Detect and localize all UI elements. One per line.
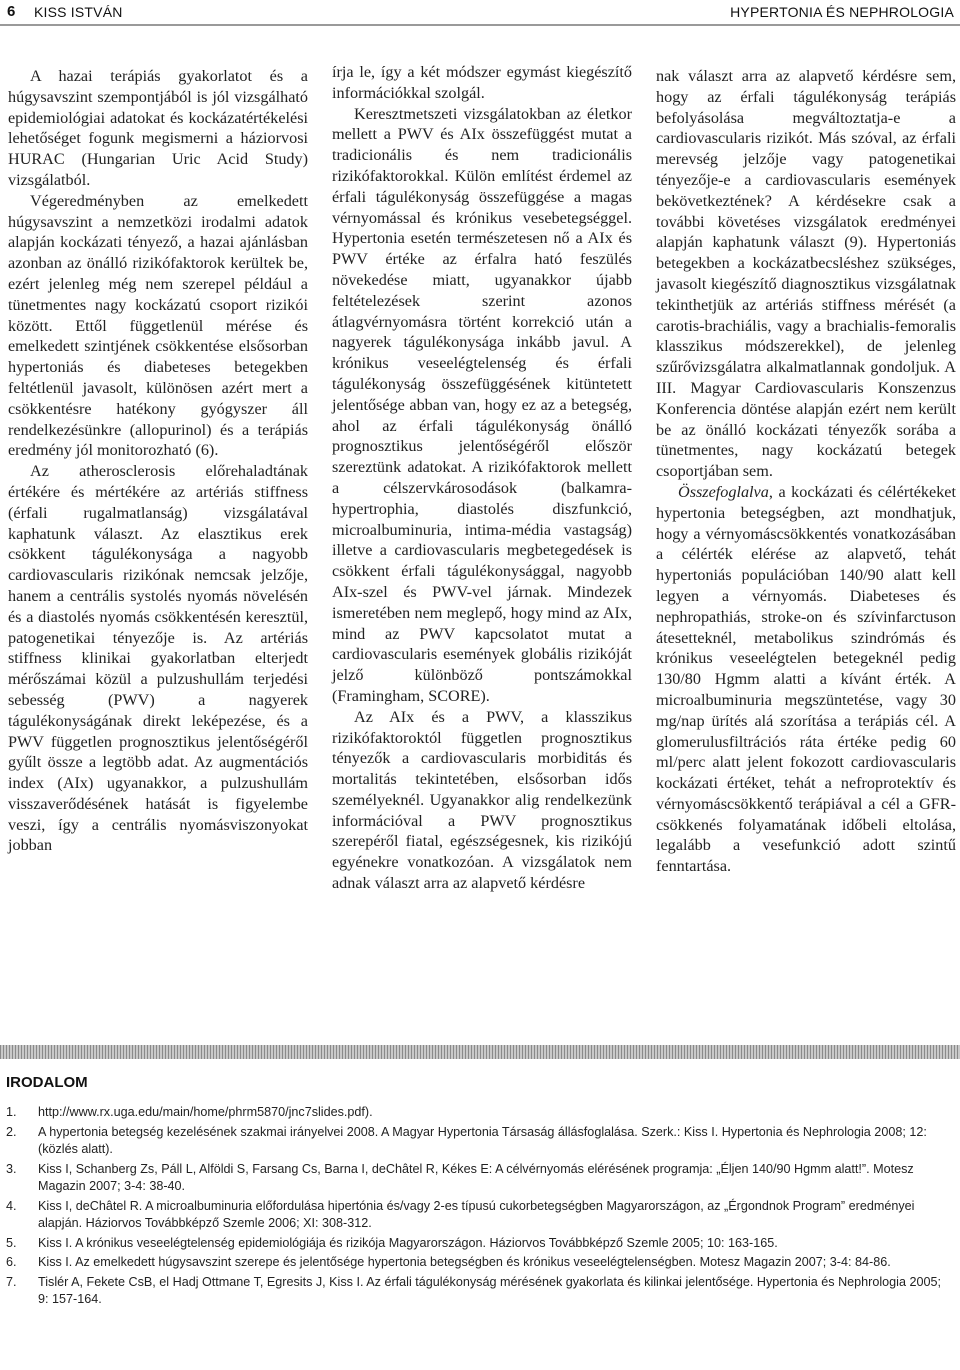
paragraph: Az AIx és a PWV, a klasszikus rizikófaktoroktól független prognosztikus tényezők a cardiovascularis morbiditás és mortalitás tekintetében, elsősorban idős személyeknél. Ugyanakkor alig rendelkezünk információval a PWV prognosztikus szerepéről fiatal, egészségesnek, kis rizikójú egyénekre vonatkozóan. A vizsgálatok nem adnak választ arra az alapvető kérdésre	[332, 707, 632, 893]
page-number: 6	[7, 3, 16, 20]
running-journal-title: HYPERTONIA ÉS NEPHROLOGIA	[730, 4, 954, 20]
reference-number: 1.	[6, 1105, 17, 1119]
reference-text: Kiss I. Az emelkedett húgysavszint szerepe és jelentősége hypertonia betegségben és krónikus veseelégtelenségben. Motesz Magazin 2007; 3-4: 84-86.	[38, 1255, 891, 1269]
reference-number: 4.	[6, 1198, 17, 1213]
paragraph: nak választ arra az alapvető kérdésre sem, hogy az érfali tágulékonyság terápiás befolyásolása megváltoztatja-e a cardiovascularis rizikót. Más szóval, az érfali merevség jelzője vagy patogenetikai tényezője-e a cardiovascularis események bekövetkeztének? A kérdésekre csak a további követéses vizsgálatok eredményei alapján kaphatunk választ (9). Hypertoniás betegekben a kockázatbecsléshez szükséges, javasolt kiegészítő diagnosztikus vizsgálatnak tekinthetjük az artériás stiffness mérését (a carotis-brachiális, vagy a brachialis-femoralis klasszikus módszerekkel), de jelenleg szűrővizsgálatra alkalmatlannak gondoljuk. A III. Magyar Cardiovascularis Konszenzus Konferencia döntése alapján ezért nem került be az önálló kockázati tényezők sorába a tünetmentes, nagy kockázatú betegek csoportjában sem.	[656, 67, 956, 481]
header-divider	[0, 24, 960, 26]
reference-text: Kiss I, Schanberg Zs, Páll L, Alföldi S, Farsang Cs, Barna I, deChâtel R, Kékes E: A célvérnyomás elérésének programja: „Éljen 140/90 Hgmm alatt!”. Motesz Magazin 2007; 3-4: 38-40.	[38, 1161, 914, 1193]
running-author: KISS ISTVÁN	[34, 4, 123, 20]
reference-number: 2.	[6, 1124, 17, 1139]
references-heading: IRODALOM	[6, 1074, 88, 1091]
reference-number: 7.	[6, 1274, 17, 1289]
paragraph: írja le, így a két módszer egymást kiegészítő információkkal szolgál.	[332, 63, 632, 102]
reference-text: Kiss I. A krónikus veseelégtelenség epidemiológiája és rizikója Magyarországon. Háziorvos Továbbképző Szemle 2005; 10: 163-165.	[38, 1235, 778, 1250]
paragraph: Az atherosclerosis előrehaladtának értékére és mértékére az artériás stiffness (érfali rugalmatlanság) vizsgálatával kaphatunk választ. Az elasztikus erek csökkent tágulékonysága a nagyobb cardiovascularis rizikónak nemcsak jelzője, hanem a centrális systolés nyomás növelésén és a diastolés nyomás csökkentésén keresztül, patogenetikai tényezője is. Az artériás stiffness klinikai gyakorlatban elterjedt mérőszámai közül a pulzushullám terjedési sebesség (PWV) a nagyerek tágulékonyságának direkt leképezése, és a PWV független prognosztikus jelentőségéről gyűlt össze a legtöbb adat. Az augmentációs index (AIx) ugyanakkor, a pulzushullám visszaverődésének hatását is figyelembe veszi, így a centrális nyomásviszonyokat jobban	[8, 462, 308, 855]
paragraph: A hazai terápiás gyakorlatot és a húgysavszint szempontjából is jól vizsgálható epidemiológiai adatokat és kockázatértékelési lehetőséget fogunk megismerni a háziorvosi HURAC (Hungarian Uric Acid Study) vizsgálatból.	[8, 67, 308, 189]
paragraph	[656, 482, 956, 877]
paragraph: Keresztmetszeti vizsgálatokban az életkor mellett a PWV és AIx összefüggést mutat a tradicionális és nem tradicionális rizikófaktorokkal. Külön említést érdemel az érfali tágulékonyság összefüggése a magas vérnyomással és krónikus vesebetegséggel. Hypertonia esetén természetesen nő a AIx és PWV értéke az érfalra ható feszülés növekedése miatt, ugyanakkor újabb feltételezések szerint azonos átlagvérnyomásra történt korrekció után a nagyerek tágulékonysága inkább javul. A krónikus veseelégtelenség és érfali tágulékonyság összefüggésének kitüntetett jelentősége abban van, hogy ez az a betegség, ahol az érfali tágulékonyság önálló prognosztikus jelentőségéről először szereztünk adatokat. A rizikófaktorok mellett a célszervkárosodások (balkamra-hypertrophia, diastolés diszfunkció, microalbuminuria, intima-média vastagság) illetve a cardiovascularis megbetegedések is csökkent érfali tágulékonysággal, nagyobb AIx-szel és PWV-vel járnak. Mindezek ismeretében nem meglepő, hogy mind az AIx, mind az PWV kapcsolatot mutat a cardiovascularis események globális rizikóját jelző különböző pontszámokkal (Framingham, SCORE).	[332, 104, 632, 705]
summary-text: , a kockázati és célértékeket hypertonia betegségben, azt mondhatjuk, hogy a vérnyomáscsökkentés vonatkozásában a célérték elérése az alapvető, tehát hypertoniás populációban 140/90 alatt kell legyen a vérnyomás. Diabeteses és nephropathiás, stroke-on és szívinfarctuson átesetteknél, metabolikus szindrómás és krónikus veseelégtelen betegeknél pedig 130/80 Hgmm alatti a kívánt érték. A microalbuminuria megszüntetése, vagy 30 mg/nap ürítés alá szorítása a terápiás cél. A glomerulusfiltrációs ráta értéke pedig 60 ml/perc alatt jelent fokozott cardiovascularis kockázati értéket, tehát a nefroprotektív és vérnyomáscsökkentő terápiával a cél a GFR-csökkenés folyamatának időbeli eltolása, legalább a vesefunkció adott szintű fenntartása.	[656, 482, 956, 876]
reference-list	[6, 1104, 950, 1311]
paragraph: Végeredményben az emelkedett húgysavszint a nemzetközi irodalmi adatok alapján kockázati tényező, a hazai ajánlásban azonban az önálló rizikófaktorok kerültek be, ezért jelenleg még nem szerepel például a tünetmentes nagy kockázatú csoport rizikói között. Ettől függetlenül mérése és emelkedett szintjének csökkentése elsősorban hypertoniás és diabeteses betegekben feltétlenül javasolt, különösen azért mert a csökkentésre hatékony gyógyszer áll rendelkezésünkre (allopurinol) és a terápiás eredmény jól monitorozható (6).	[8, 191, 308, 460]
reference-item	[6, 1161, 950, 1196]
text-column-2	[332, 62, 632, 894]
reference-text: http://www.rx.uga.edu/main/home/phrm5870/jnc7slides.pdf).	[38, 1105, 373, 1119]
reference-text: Tislér A, Fekete CsB, el Hadj Ottmane T, Egresits J, Kiss I. Az érfali tágulékonyság mérésének gyakorlata és kilinkai jelentősége. Hypertonia és Nephrologia 2005; 9: 157-164.	[38, 1274, 941, 1306]
reference-text: A hypertonia betegség kezelésének szakmai irányelvei 2008. A Magyar Hypertonia Társaság állásfoglalása. Szerk.: Kiss I. Hypertonia és Nephrologia 2008; 12: (közlés alatt).	[38, 1124, 927, 1156]
reference-item	[6, 1254, 950, 1272]
text-column-1	[8, 66, 308, 856]
reference-item	[6, 1198, 950, 1233]
page-header	[0, 0, 960, 26]
reference-item	[6, 1274, 950, 1309]
reference-item	[6, 1124, 950, 1159]
reference-number: 5.	[6, 1235, 17, 1250]
text-column-3	[656, 66, 956, 877]
references-divider-bar	[0, 1045, 960, 1059]
reference-item	[6, 1104, 950, 1122]
reference-item	[6, 1235, 950, 1253]
reference-number: 3.	[6, 1161, 17, 1176]
reference-number: 6.	[6, 1255, 17, 1269]
summary-lead: Összefoglalva	[678, 482, 769, 501]
reference-text: Kiss I, deChâtel R. A microalbuminuria előfordulása hipertónia és/vagy 2-es típusú cukorbetegségben Magyarországon, az „Érgondnok Program” eredményei alapján. Háziorvos Továbbképző Szemle 2006; XI: 308-312.	[38, 1198, 915, 1230]
